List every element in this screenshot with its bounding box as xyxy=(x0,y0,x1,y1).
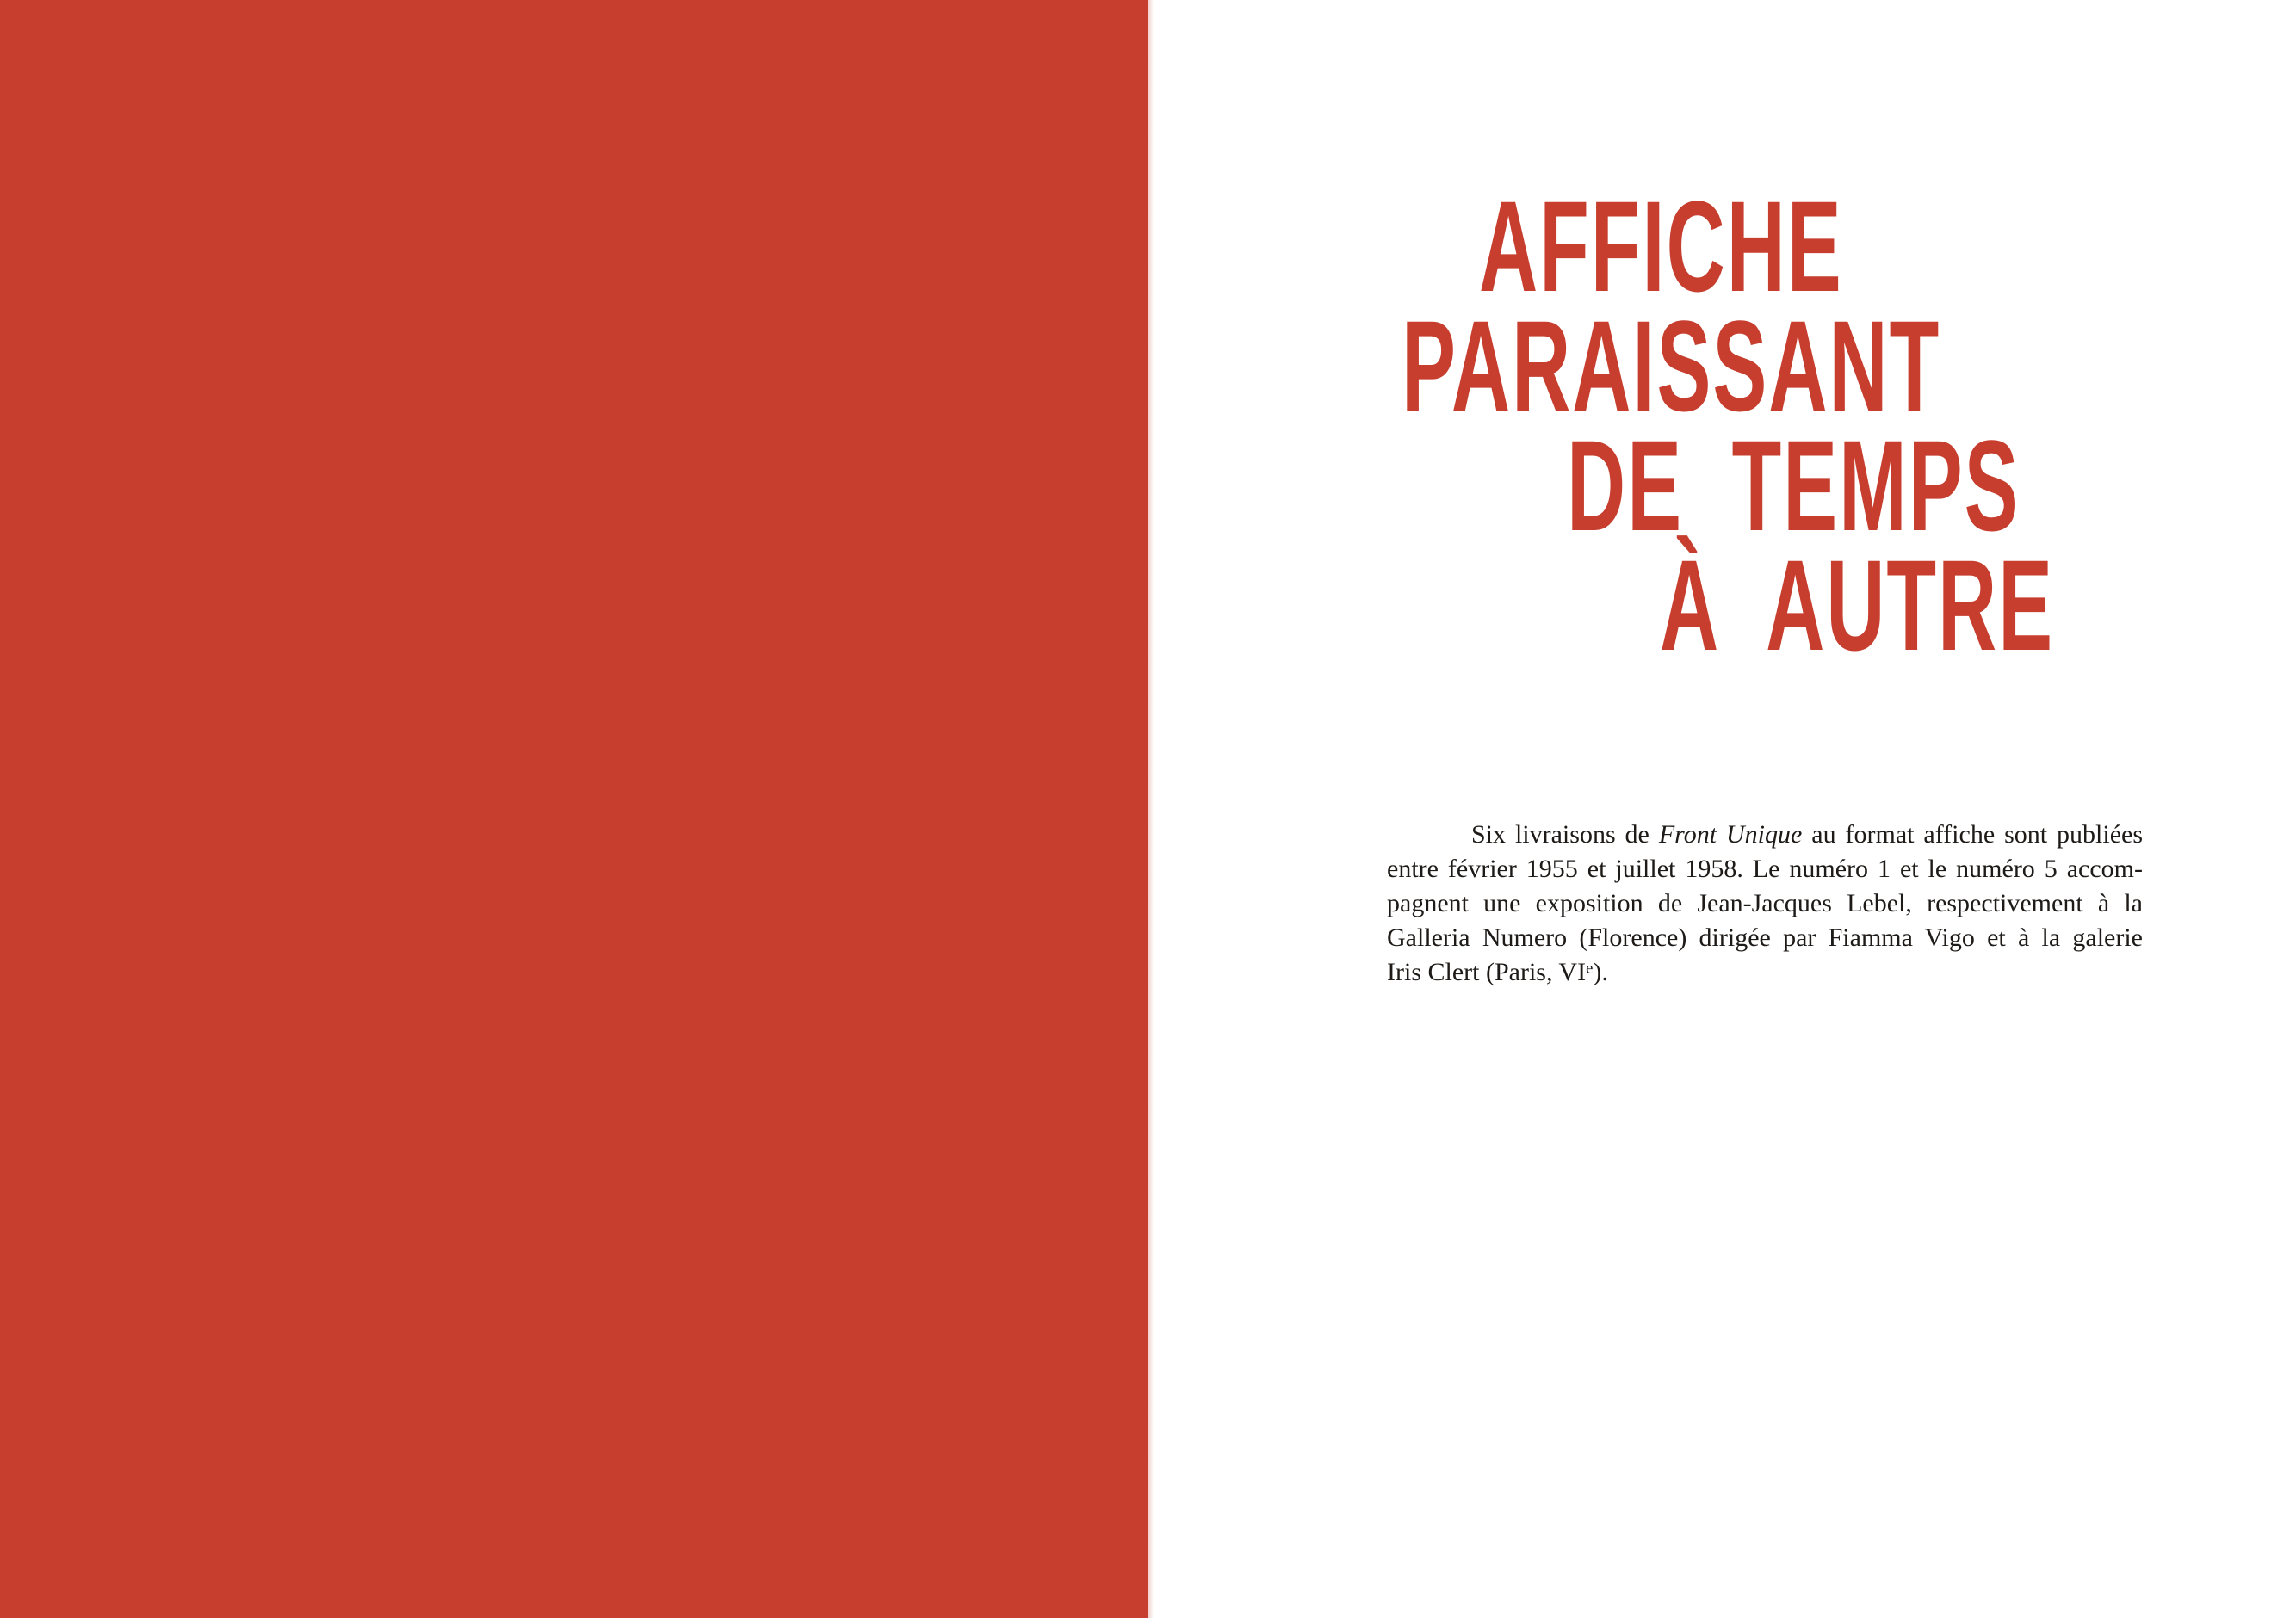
title-line-4: À AUTRE xyxy=(1660,533,2055,677)
title-line-3: DE TEMPS xyxy=(1567,413,2021,558)
right-page xyxy=(1148,0,2296,1618)
paragraph-line: entre février 1955 et juillet 1958. Le numéro 1 et le numéro 5 accom- xyxy=(1387,855,2143,883)
title-line-1: AFFICHE xyxy=(1479,174,1843,318)
page-title xyxy=(1148,174,2296,677)
paragraph-line: Six livraisons de Front Unique au format affiche sont publiées xyxy=(1471,820,2143,849)
title-line-2: PARAISSANT xyxy=(1402,293,1941,438)
paragraph-line: pagnent une exposition de Jean-Jacques Lebel, respectivement à la xyxy=(1387,889,2143,917)
paragraph-line: Iris Clert (Paris, VIe). xyxy=(1387,958,1608,986)
intro-paragraph xyxy=(1387,818,2143,993)
paragraph-line: Galleria Numero (Florence) dirigée par Fiamma Vigo et à la galerie xyxy=(1387,923,2143,952)
